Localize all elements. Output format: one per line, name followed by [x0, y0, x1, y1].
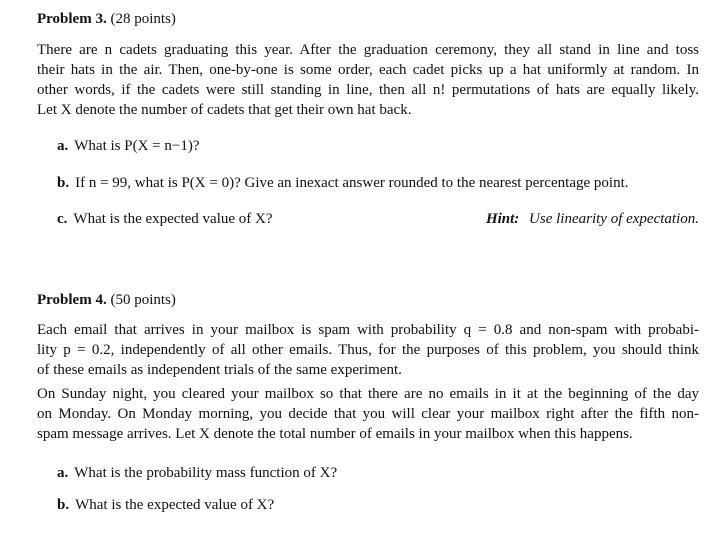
question-text: What is the probability mass function of X?: [74, 465, 338, 481]
paragraph-line: lity p = 0.2, independently of all other emails. Thus, for the purposes of this problem, you should think: [37, 342, 699, 358]
problem-3-label: Problem 3.: [37, 11, 107, 27]
problem-3-question-a: [57, 136, 699, 156]
problem-3-hint: [486, 209, 699, 229]
question-label: a.: [57, 138, 69, 154]
paragraph-line: Let X denote the number of cadets that get their own hat back.: [37, 102, 412, 118]
hint-text: Use linearity of expectation.: [529, 211, 699, 227]
paragraph-line: other words, if the cadets were still standing in line, then all n! permutations of hats are equally likely.: [37, 82, 699, 98]
paragraph-line: on Monday. On Monday morning, you decide that you will clear your mailbox right after the fifth non-: [37, 406, 699, 422]
problem-4-points: (50 points): [110, 292, 176, 308]
problem-3-heading: [37, 9, 176, 29]
problem-4-paragraph-1: [37, 320, 699, 380]
question-text: What is the expected value of X?: [73, 211, 273, 227]
paragraph-line: their hats in the air. Then, one-by-one is some order, each cadet picks up a hat uniformly at random. In: [37, 62, 699, 78]
problem-4-question-a: [57, 463, 699, 483]
paragraph-line: of these emails as independent trials of the same experiment.: [37, 362, 402, 378]
problem-3-question-b: [57, 173, 699, 193]
paragraph-line: There are n cadets graduating this year. After the graduation ceremony, they all stand in line and toss: [37, 42, 699, 58]
problem-4-heading: [37, 290, 176, 310]
problem-4-paragraph-2: [37, 384, 699, 444]
problem-3-points: (28 points): [110, 11, 176, 27]
paragraph-line: spam message arrives. Let X denote the total number of emails in your mailbox when this happens.: [37, 426, 633, 442]
question-label: b.: [57, 175, 70, 191]
question-text: What is the expected value of X?: [75, 497, 275, 513]
hint-label: Hint:: [485, 211, 520, 227]
question-label: c.: [57, 211, 68, 227]
problem-3-question-c: [57, 209, 699, 229]
paragraph-line: On Sunday night, you cleared your mailbox so that there are no emails in it at the beginning of the day: [37, 386, 699, 402]
paragraph-line: Each email that arrives in your mailbox is spam with probability q = 0.8 and non-spam with probabi-: [37, 322, 699, 338]
question-label: a.: [57, 465, 69, 481]
question-text: If n = 99, what is P(X = 0)? Give an inexact answer rounded to the nearest percentage point.: [75, 175, 629, 191]
question-label: b.: [57, 497, 70, 513]
problem-4-label: Problem 4.: [37, 292, 107, 308]
question-text: What is P(X = n−1)?: [74, 138, 200, 154]
problem-3-paragraph: [37, 40, 699, 120]
problem-4-question-b: [57, 495, 699, 515]
